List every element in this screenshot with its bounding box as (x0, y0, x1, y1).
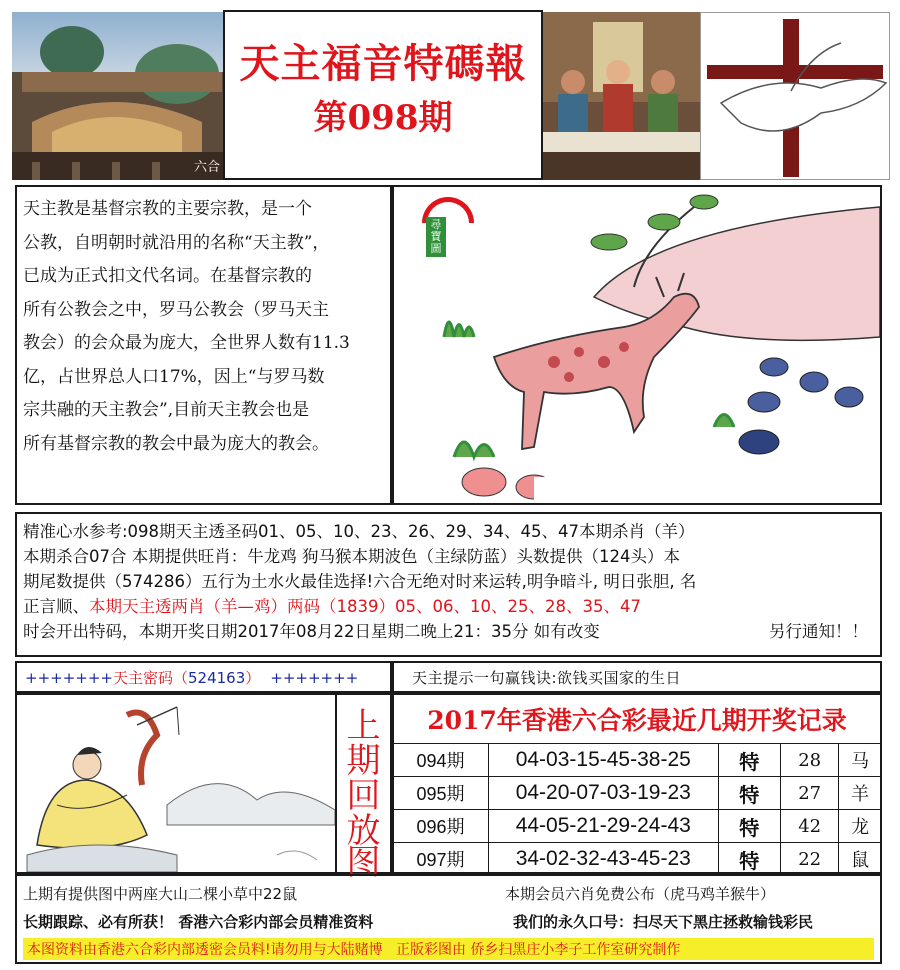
record-zodiac: 鼠 (839, 843, 882, 876)
intro-line: 天主教是基督宗教的主要宗教，是一个 (23, 199, 312, 219)
deer-illustration (392, 185, 882, 505)
page-title: 天主福音特碼報 (239, 40, 527, 87)
record-special-label: 特 (718, 744, 780, 777)
records-panel (392, 693, 882, 874)
intro-line: 公教，自明朝时就沿用的名称“天主教”， (23, 232, 330, 253)
intro-line: 所有公教会之中，罗马公教会（罗马天主 (23, 299, 329, 320)
secret-code-line (25, 666, 358, 690)
cross-icon (701, 13, 891, 181)
record-row (393, 843, 882, 876)
cathedral-icon (12, 12, 224, 180)
intro-line: 已成为正式扣文代名词。在基督宗教的 (23, 266, 312, 286)
corner-text: 六合 (194, 160, 221, 175)
intro-text-box (15, 185, 392, 505)
record-special: 42 (780, 810, 838, 843)
cross-dove-image (700, 12, 890, 180)
record-zodiac: 马 (839, 744, 882, 777)
footer-right-1: 本期会员六肖免费公布（虎马鸡羊猴牛） (505, 885, 776, 903)
treasure-map-badge (424, 197, 458, 261)
records-title: 2017年香港六合彩最近几期开奖记录 (427, 706, 847, 735)
reference-line-4-prefix: 正言顺、 (23, 597, 89, 616)
plus-right: +++++++ (270, 669, 359, 687)
replay-char: 图 (346, 843, 381, 883)
badge-label: 尋寶圖 (426, 217, 446, 257)
secret-code-box (15, 661, 392, 693)
record-issue: 094期 (393, 744, 489, 777)
plus-left: +++++++ (25, 669, 113, 687)
sage-icon (17, 695, 335, 872)
replay-label (337, 693, 392, 883)
record-issue: 096期 (393, 810, 489, 843)
secret-code-close: ） (245, 669, 261, 687)
record-numbers: 04-03-15-45-38-25 (488, 744, 718, 777)
reference-line-3: 期尾数提供（574286）五行为土水火最佳选择!六合无绝对时来运转,明争暗斗, 明日张胆, 名 (23, 572, 697, 591)
reference-line-1: 精准心水参考:098期天主透圣码01、05、10、23、26、29、34、45、47本期杀肖（羊） (23, 522, 695, 541)
reference-line-2: 本期杀合07合 本期提供旺肖：牛龙鸡 狗马猴本期波色（主绿防蓝）头数提供（124头）本 (23, 547, 680, 566)
reference-box (15, 512, 882, 657)
record-special: 27 (780, 777, 838, 810)
header-band (10, 10, 890, 180)
secret-code-label: 天主密码（ (112, 669, 188, 687)
intro-line: 亿，占世界总人口17%，因上“与罗马数 (23, 366, 325, 387)
records-table (392, 743, 882, 876)
footer-box (15, 874, 882, 964)
hint-box (392, 661, 882, 693)
record-issue: 095期 (393, 777, 489, 810)
record-special-label: 特 (718, 843, 780, 876)
deer-icon (394, 187, 880, 503)
record-numbers: 04-20-07-03-19-23 (488, 777, 718, 810)
footer-left-2: 长期跟踪、必有所获！ 香港六合彩内部会员精准资料 (23, 913, 374, 931)
record-row (393, 810, 882, 843)
secret-code-value: 524163 (188, 669, 246, 687)
title-box (223, 10, 543, 180)
reference-line-5: 时会开出特码，本期开奖日期2017年08月22日星期二晚上21：35分 如有改变 (23, 622, 600, 641)
record-special-label: 特 (718, 777, 780, 810)
footer-right-2: 我们的永久口号：扫尽天下黑庄拯救输钱彩民 (513, 913, 814, 931)
intro-line: 所有基督宗教的教会中最为庞大的教会。 (23, 433, 329, 454)
intro-line: 教会）的会众最为庞大，全世界人数有11.3 (23, 333, 350, 353)
reference-line-4 (23, 595, 641, 619)
reference-line-5-end: 另行通知！！ (769, 622, 868, 641)
record-numbers: 44-05-21-29-24-43 (488, 810, 718, 843)
record-zodiac: 羊 (839, 777, 882, 810)
cathedral-photo (12, 12, 224, 180)
record-special-label: 特 (718, 810, 780, 843)
record-special: 28 (780, 744, 838, 777)
record-special: 22 (780, 843, 838, 876)
record-row (393, 777, 882, 810)
intro-text (23, 193, 388, 461)
footer-banner (23, 938, 874, 960)
record-numbers: 34-02-32-43-45-23 (488, 843, 718, 876)
record-row (393, 744, 882, 777)
issue-number: 第098期 (313, 98, 453, 138)
record-zodiac: 龙 (839, 810, 882, 843)
hint-text: 天主提示一句赢钱诀:欲钱买国家的生日 (412, 669, 682, 687)
last-supper-photo (543, 12, 700, 180)
record-issue: 097期 (393, 843, 489, 876)
intro-line: 宗共融的天主教会”,目前天主教会也是 (23, 400, 310, 420)
replay-char: 放 (346, 811, 381, 851)
replay-char: 回 (346, 776, 381, 816)
sage-illustration (15, 693, 337, 874)
replay-char: 上 (346, 706, 381, 746)
reference-highlight: 本期天主透两肖（羊—鸡）两码（1839）05、06、10、25、28、35、47 (89, 597, 641, 616)
footer-left-1: 上期有提供图中两座大山二棵小草中22鼠 (23, 885, 298, 903)
footer-banner-text: 本图资料由香港六合彩内部透密会员料!请勿用与大陆赌博 正版彩图由 侨乡扫黑庄小李子工作室研究制作 (27, 942, 681, 958)
replay-char: 期 (346, 741, 381, 781)
